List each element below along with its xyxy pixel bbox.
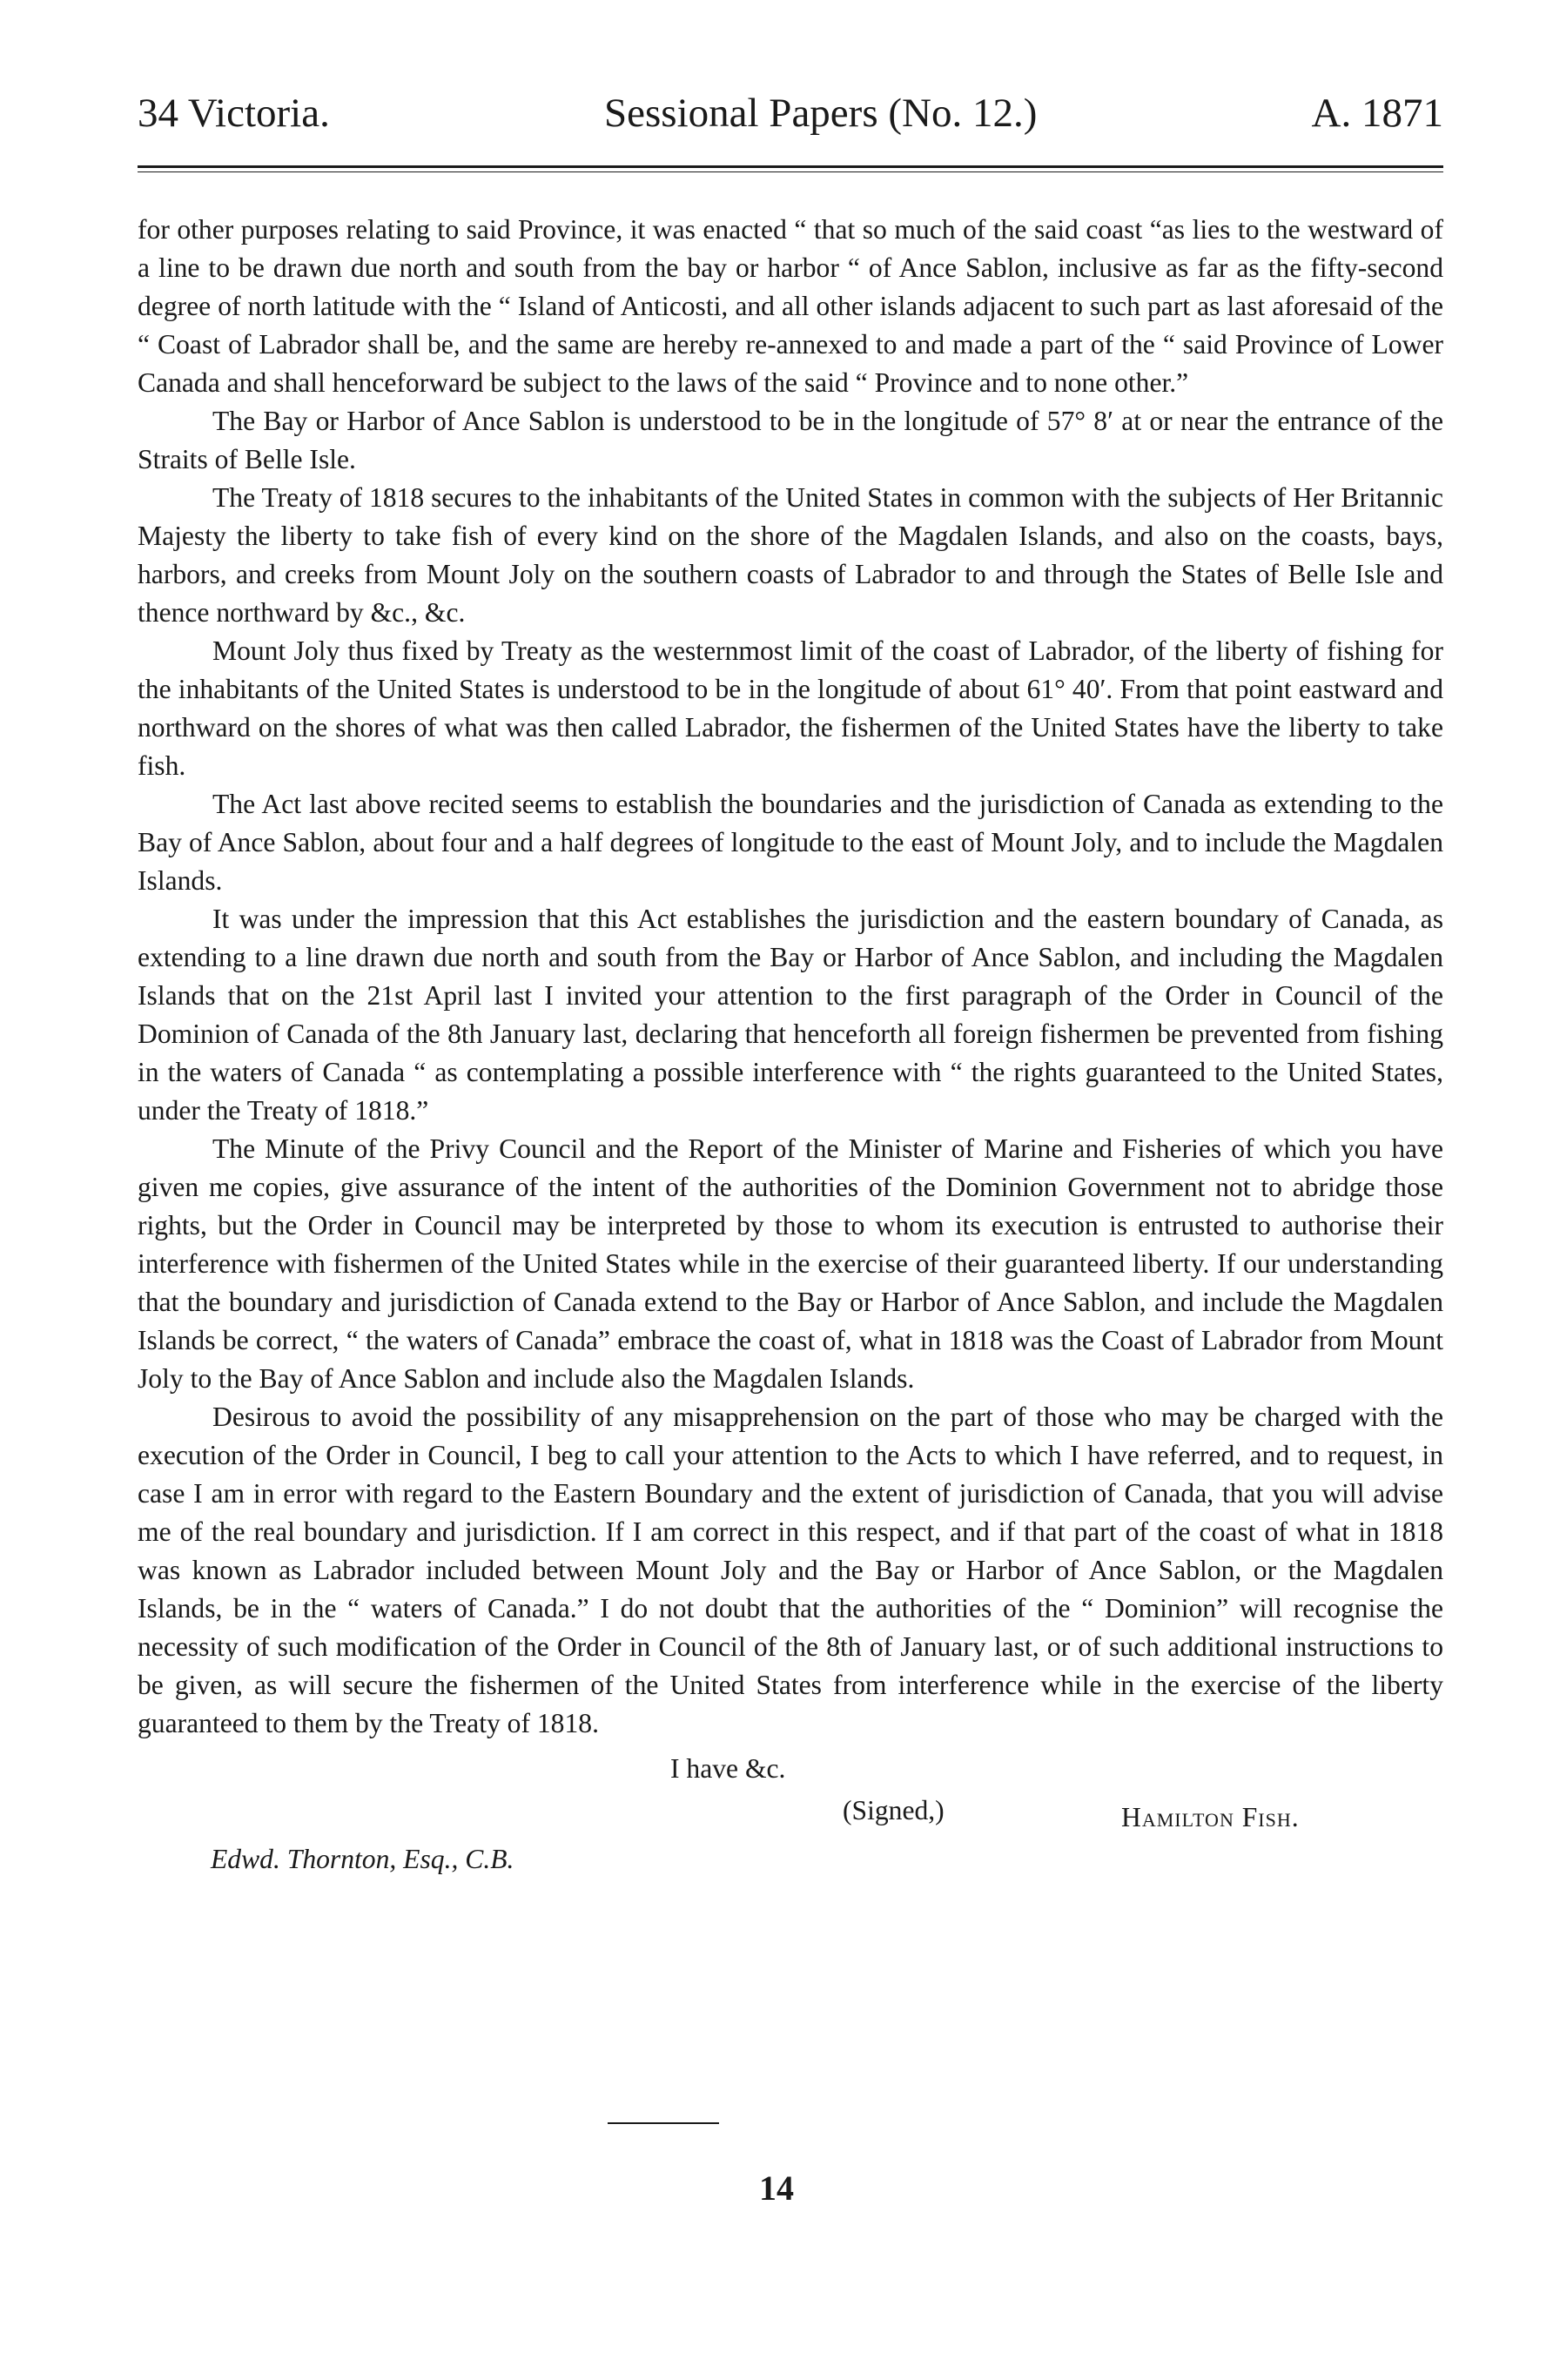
running-header bbox=[138, 87, 1443, 139]
paragraph-act-quotation: for other purposes relating to said Province, it was enacted “ that so much of the said coast “as lies to the westward of a line to be drawn due north and south from the bay or harbor “ of Ance Sablon, inclusive as far as the fifty-second degree of north latitude with the “ Island of Anticosti, and all other islands adjacent to such part as last aforesaid of the “ Coast of Labrador shall be, and the same are hereby re-annexed to and made a part of the “ said Province of Lower Canada and shall henceforward be subject to the laws of the said “ Province and to none other.” bbox=[138, 214, 1443, 398]
closing-salutation: I have &c. bbox=[670, 1753, 786, 1784]
header-publication-title: Sessional Papers (No. 12.) bbox=[604, 91, 1038, 136]
paragraph-ance-sablon-longitude: The Bay or Harbor of Ance Sablon is understood to be in the longitude of 57° 8′ at or near the entrance of the Straits of Belle Isle. bbox=[138, 406, 1443, 474]
signatory-name: Hamilton Fish. bbox=[1121, 1802, 1300, 1832]
letter-closing bbox=[138, 1750, 1443, 1889]
paragraph-mount-joly: Mount Joly thus fixed by Treaty as the westernmost limit of the coast of Labrador, of the liberty of fishing for the inhabitants of the United States is understood to be in the longitude of about 61° 40′. From that point eastward and northward on the shores of what was then called Labrador, the fishermen of the United States have the liberty to take fish. bbox=[138, 635, 1443, 781]
addressee: Edwd. Thornton, Esq., C.B. bbox=[211, 1844, 514, 1874]
document-page bbox=[138, 87, 1443, 1889]
header-double-rule bbox=[138, 165, 1443, 172]
header-year: A. 1871 bbox=[1311, 91, 1443, 136]
paragraph-request-for-advice: Desirous to avoid the possibility of any misapprehension on the part of those who may be charged with the execution of the Order in Council, I beg to call your attention to the Acts to which I have referred, and to request, in case I am in error with regard to the Eastern Boundary and the extent of jurisdiction of Canada, that you will advise me of the real boundary and jurisdiction. If I am correct in this respect, and if that part of the coast of what in 1818 was known as Labrador included between Mount Joly and the Bay or Harbor of Ance Sablon, or the Magdalen Islands, be in the “ waters of Canada.” I do not doubt that the authorities of the “ Dominion” will recognise the necessity of such modification of the Order in Council of the 8th of January last, or of such additional instructions to be given, as will secure the fishermen of the United States from interference while in the exercise of the liberty guaranteed to them by the Treaty of 1818. bbox=[138, 1402, 1443, 1738]
page-number: 14 bbox=[759, 2168, 794, 2208]
header-regnal-year: 34 Victoria. bbox=[138, 91, 330, 136]
footer-rule bbox=[608, 2122, 719, 2124]
paragraph-act-boundaries: The Act last above recited seems to establish the boundaries and the jurisdiction of Canada as extending to the Bay of Ance Sablon, about four and a half degrees of longitude to the east of Mount Joly, and to include the Magdalen Islands. bbox=[138, 789, 1443, 896]
signed-marker: (Signed,) bbox=[843, 1795, 945, 1825]
paragraph-privy-council-minute: The Minute of the Privy Council and the Report of the Minister of Marine and Fisheries of which you have given me copies, give assurance of the intent of the authorities of the Dominion Government not to abridge those rights, but the Order in Council may be interpreted by those to whom its execution is entrusted to authorise their interference with fishermen of the United States while in the exercise of their guaranteed liberty. If our understanding that the boundary and jurisdiction of Canada extend to the Bay or Harbor of Ance Sablon, and include the Magdalen Islands be correct, “ the waters of Canada” embrace the coast of, what in 1818 was the Coast of Labrador from Mount Joly to the Bay of Ance Sablon and include also the Magdalen Islands. bbox=[138, 1133, 1443, 1394]
letter-body bbox=[138, 211, 1443, 1743]
paragraph-order-in-council: It was under the impression that this Act establishes the jurisdiction and the eastern boundary of Canada, as extending to a line drawn due north and south from the Bay or Harbor of Ance Sablon, and including the Magdalen Islands that on the 21st April last I invited your attention to the first paragraph of the Order in Council of the Dominion of Canada of the 8th January last, declaring that henceforth all foreign fishermen be prevented from fishing in the waters of Canada “ as contemplating a possible interference with “ the rights guaranteed to the United States, under the Treaty of 1818.” bbox=[138, 904, 1443, 1126]
paragraph-treaty-of-1818: The Treaty of 1818 secures to the inhabitants of the United States in common with the subjects of Her Britannic Majesty the liberty to take fish of every kind on the shore of the Magdalen Islands, and also on the coasts, bays, harbors, and creeks from Mount Joly on the southern coasts of Labrador to and through the States of Belle Isle and thence northward by &c., &c. bbox=[138, 482, 1443, 628]
